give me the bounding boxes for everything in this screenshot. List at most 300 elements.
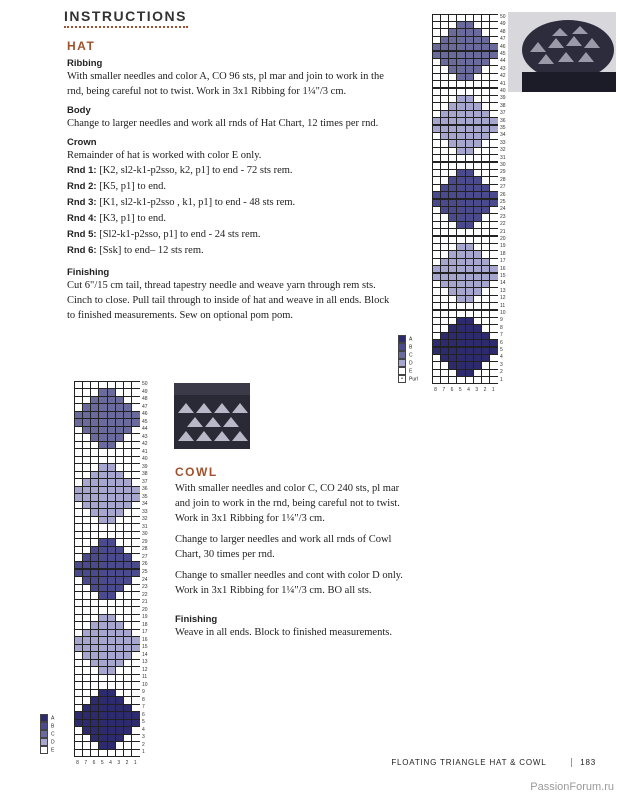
chart-cell [457, 29, 464, 35]
chart-cell [449, 111, 456, 117]
chart-cell [474, 214, 481, 220]
chart-cell [116, 667, 123, 674]
chart-cell [466, 103, 473, 109]
chart-col-number: 3 [475, 387, 479, 393]
chart-cell [132, 570, 139, 577]
chart-cell [132, 645, 139, 652]
chart-cell [99, 532, 106, 539]
chart-cell [99, 412, 106, 419]
chart-cell [99, 457, 106, 464]
chart-cell [474, 192, 481, 198]
chart-cell [75, 449, 82, 456]
chart-cell [99, 562, 106, 569]
chart-cell [449, 311, 456, 317]
chart-cell [441, 259, 448, 265]
chart-cell [466, 355, 473, 361]
chart-cell [490, 66, 497, 72]
chart-cell [124, 727, 131, 734]
chart-cell [490, 355, 497, 361]
chart-cell [490, 22, 497, 28]
chart-cell [91, 727, 98, 734]
chart-row-number: 28 [142, 546, 148, 553]
chart-cell [124, 517, 131, 524]
chart-cell [457, 229, 464, 235]
chart-cell [490, 74, 497, 80]
chart-cell [99, 697, 106, 704]
chart-cell [490, 59, 497, 65]
chart-cell [490, 148, 497, 154]
chart-cell [441, 251, 448, 257]
chart-cell [75, 570, 82, 577]
chart-cell [132, 464, 139, 471]
chart-cell [466, 237, 473, 243]
chart-cell [474, 281, 481, 287]
chart-cell [75, 622, 82, 629]
chart-cell [99, 675, 106, 682]
legend-swatch [398, 367, 406, 375]
chart-cell [466, 362, 473, 368]
chart-row-number: 24 [500, 206, 506, 213]
chart-cell [108, 667, 115, 674]
chart-cell [441, 355, 448, 361]
chart-cell [433, 170, 440, 176]
chart-cell [474, 111, 481, 117]
chart-cell [91, 427, 98, 434]
chart-cell [83, 442, 90, 449]
legend-item [398, 351, 413, 359]
crown-rounds [67, 163, 397, 259]
chart-cell [124, 682, 131, 689]
chart-cell [441, 170, 448, 176]
chart-cell [124, 615, 131, 622]
chart-cell [474, 44, 481, 50]
chart-cell [116, 697, 123, 704]
chart-cell [108, 532, 115, 539]
chart-cell [449, 274, 456, 280]
chart-cell [482, 111, 489, 117]
chart-cell [466, 52, 473, 58]
chart-cell [482, 29, 489, 35]
cowl-step-3: Change to smaller needles and cont with color D only. Work in 3x1 Ribbing for 1¼"/3 cm. BO all sts. [175, 570, 403, 596]
watermark: PassionForum.ru [530, 781, 614, 793]
chart-cell [474, 251, 481, 257]
chart-cell [466, 370, 473, 376]
chart-cell [83, 389, 90, 396]
chart-cell [91, 592, 98, 599]
chart-cell [441, 74, 448, 80]
chart-cell [449, 192, 456, 198]
chart-cell [108, 547, 115, 554]
chart-cell [457, 103, 464, 109]
chart-cell [91, 389, 98, 396]
chart-cell [116, 712, 123, 719]
chart-row-number: 30 [500, 162, 506, 168]
chart-cell [83, 637, 90, 644]
chart-cell [433, 377, 440, 383]
chart-row-number: 41 [500, 80, 506, 87]
chart-cell [75, 554, 82, 561]
chart-row-number: 26 [500, 191, 506, 198]
chart-cell [124, 397, 131, 404]
legend-item [398, 335, 412, 343]
chart-row-number: 6 [142, 711, 145, 718]
chart-cell [457, 133, 464, 139]
chart-cell [433, 303, 440, 309]
chart-cell [482, 163, 489, 169]
chart-cell [132, 667, 139, 674]
legend-swatch [40, 730, 48, 738]
chart-row-number: 1 [500, 376, 503, 383]
chart-cell [132, 427, 139, 434]
chart-cell [116, 645, 123, 652]
chart-cell [449, 340, 456, 346]
chart-cell [490, 29, 497, 35]
chart-cell [132, 675, 139, 682]
chart-cell [482, 362, 489, 368]
chart-cell [466, 288, 473, 294]
chart-cell [124, 585, 131, 592]
chart-cell [75, 502, 82, 509]
chart-cell [457, 118, 464, 124]
chart-cell [441, 281, 448, 287]
chart-cell [83, 427, 90, 434]
chart-cell [482, 333, 489, 339]
chart-cell [482, 259, 489, 265]
chart-cell [441, 192, 448, 198]
chart-cell [457, 222, 464, 228]
chart-cell [91, 615, 98, 622]
chart-cell [124, 547, 131, 554]
chart-cell [124, 494, 131, 501]
chart-cell [457, 89, 464, 95]
chart-cell [466, 192, 473, 198]
chart-cell [83, 464, 90, 471]
chart-cell [99, 705, 106, 712]
chart-cell [132, 397, 139, 404]
chart-cell [482, 266, 489, 272]
chart-cell [466, 318, 473, 324]
chart-cell [457, 370, 464, 376]
chart-cell [457, 81, 464, 87]
chart-cell [75, 547, 82, 554]
chart-cell [116, 750, 123, 757]
chart-cell [433, 81, 440, 87]
chart-cell [433, 362, 440, 368]
chart-cell [441, 325, 448, 331]
chart-cell [108, 712, 115, 719]
chart-cell [83, 562, 90, 569]
chart-cell [116, 464, 123, 471]
chart-cell [441, 229, 448, 235]
chart-cell [466, 66, 473, 72]
chart-cell [457, 318, 464, 324]
chart-cell [457, 311, 464, 317]
finishing-heading: Finishing [67, 267, 110, 278]
chart-cell [441, 89, 448, 95]
chart-cell [457, 111, 464, 117]
chart-row-number: 20 [500, 236, 506, 242]
chart-cell [116, 682, 123, 689]
chart-cell [132, 727, 139, 734]
chart-cell [108, 494, 115, 501]
legend-label: A [51, 715, 55, 722]
chart-cell [108, 389, 115, 396]
chart-cell [457, 259, 464, 265]
chart-cell [108, 682, 115, 689]
chart-cell [433, 37, 440, 43]
chart-cell [449, 288, 456, 294]
chart-cell [75, 479, 82, 486]
chart-cell [99, 622, 106, 629]
chart-row-number: 16 [142, 636, 148, 643]
chart-cell [124, 630, 131, 637]
chart-cell [99, 682, 106, 689]
chart-cell [83, 600, 90, 607]
chart-row-number: 39 [142, 463, 148, 470]
chart-cell [474, 340, 481, 346]
chart-cell [466, 325, 473, 331]
cowl-chart [74, 381, 140, 757]
chart-cell [75, 494, 82, 501]
chart-cell [482, 325, 489, 331]
chart-cell [108, 637, 115, 644]
chart-row-number: 27 [500, 184, 506, 191]
chart-col-number: 3 [117, 760, 121, 766]
chart-cell [466, 348, 473, 354]
chart-cell [482, 281, 489, 287]
cowl-step-2: Change to larger needles and work all rnds of Cowl Chart, 30 times per rnd. [175, 534, 392, 560]
chart-row-number: 25 [142, 569, 148, 575]
chart-cell [433, 296, 440, 302]
chart-row-number: 19 [500, 243, 506, 250]
chart-cell [449, 348, 456, 354]
chart-cell [116, 607, 123, 614]
chart-cell [474, 333, 481, 339]
chart-cell [449, 237, 456, 243]
chart-cell [124, 524, 131, 531]
chart-cell [99, 645, 106, 652]
chart-cell [116, 442, 123, 449]
chart-cell [457, 59, 464, 65]
chart-cell [132, 637, 139, 644]
chart-cell [99, 720, 106, 727]
chart-cell [482, 96, 489, 102]
chart-cell [75, 645, 82, 652]
chart-cell [124, 675, 131, 682]
body-heading: Body [67, 105, 91, 116]
chart-cell [441, 311, 448, 317]
chart-row-number: 50 [142, 381, 148, 387]
chart-cell [441, 155, 448, 161]
chart-cell [441, 163, 448, 169]
chart-cell [433, 52, 440, 58]
chart-cell [108, 502, 115, 509]
chart-cell [132, 720, 139, 727]
chart-cell [83, 419, 90, 426]
crown-heading: Crown [67, 137, 97, 148]
chart-cell [433, 288, 440, 294]
chart-cell [124, 720, 131, 727]
chart-cell [108, 570, 115, 577]
chart-cell [108, 727, 115, 734]
chart-cell [132, 404, 139, 411]
chart-cell [91, 502, 98, 509]
chart-row-number: 16 [500, 265, 506, 272]
chart-cell [116, 427, 123, 434]
chart-cell [75, 652, 82, 659]
chart-row-number: 2 [500, 369, 503, 376]
chart-cell [91, 457, 98, 464]
chart-row-number: 5 [142, 719, 145, 726]
chart-cell [433, 214, 440, 220]
chart-cell [83, 690, 90, 697]
chart-cell [99, 750, 106, 757]
chart-cell [449, 59, 456, 65]
chart-cell [124, 382, 131, 389]
chart-cell [433, 89, 440, 95]
chart-cell [99, 630, 106, 637]
chart-cell [457, 362, 464, 368]
chart-cell [433, 133, 440, 139]
chart-cell [441, 140, 448, 146]
chart-row-number: 42 [500, 73, 506, 80]
chart-row-number: 43 [142, 433, 148, 440]
chart-cell [75, 442, 82, 449]
chart-cell [482, 140, 489, 146]
chart-cell [474, 244, 481, 250]
chart-cell [83, 570, 90, 577]
chart-cell [132, 697, 139, 704]
chart-cell [75, 434, 82, 441]
chart-cell [108, 449, 115, 456]
chart-cell [99, 502, 106, 509]
chart-row-number: 50 [500, 14, 506, 20]
chart-cell [441, 111, 448, 117]
chart-cell [91, 404, 98, 411]
chart-row-number: 42 [142, 441, 148, 448]
chart-cell [457, 266, 464, 272]
chart-cell [482, 89, 489, 95]
chart-cell [433, 192, 440, 198]
chart-cell [482, 170, 489, 176]
chart-cell [490, 15, 497, 21]
chart-cell [449, 296, 456, 302]
chart-cell [490, 185, 497, 191]
chart-row-number: 1 [142, 749, 145, 756]
chart-row-number: 40 [500, 88, 506, 94]
chart-cell [457, 74, 464, 80]
chart-cell [474, 222, 481, 228]
chart-cell [466, 29, 473, 35]
chart-cell [441, 303, 448, 309]
chart-cell [132, 615, 139, 622]
chart-cell [482, 318, 489, 324]
chart-cell [474, 185, 481, 191]
chart-cell [83, 585, 90, 592]
chart-cell [83, 517, 90, 524]
chart-cell [482, 244, 489, 250]
chart-cell [441, 22, 448, 28]
chart-cell [474, 163, 481, 169]
chart-cell [132, 517, 139, 524]
chart-cell [132, 494, 139, 501]
chart-cell [91, 675, 98, 682]
chart-cell [116, 577, 123, 584]
chart-cell [474, 37, 481, 43]
page-title: INSTRUCTIONS [64, 8, 187, 24]
chart-cell [75, 457, 82, 464]
chart-cell [433, 140, 440, 146]
chart-cell [75, 637, 82, 644]
chart-cell [482, 52, 489, 58]
chart-cell [466, 22, 473, 28]
legend-label: D [409, 360, 413, 367]
chart-cell [116, 434, 123, 441]
chart-cell [466, 140, 473, 146]
chart-row-number: 12 [500, 295, 506, 302]
chart-row-number: 38 [500, 102, 506, 109]
legend-item [40, 746, 54, 754]
chart-row-number: 32 [500, 147, 506, 154]
crown-intro: Remainder of hat is worked with color E only. [67, 150, 262, 161]
chart-cell [132, 630, 139, 637]
chart-cell [91, 487, 98, 494]
chart-cell [99, 382, 106, 389]
chart-cell [124, 645, 131, 652]
chart-cell [441, 266, 448, 272]
chart-cell [116, 502, 123, 509]
chart-cell [449, 362, 456, 368]
chart-cell [99, 449, 106, 456]
chart-cell [91, 562, 98, 569]
chart-cell [116, 570, 123, 577]
legend-swatch [398, 351, 406, 359]
chart-row-number: 38 [142, 471, 148, 478]
chart-row-number: 14 [142, 651, 148, 658]
chart-cell [132, 449, 139, 456]
chart-row-number: 23 [142, 584, 148, 591]
chart-cell [441, 348, 448, 354]
chart-row-number: 23 [500, 213, 506, 220]
chart-cell [457, 66, 464, 72]
chart-cell [490, 266, 497, 272]
body-text: Change to larger needles and work all rnds of Hat Chart, 12 times per rnd. [67, 118, 379, 129]
legend-label: B [409, 344, 413, 351]
chart-cell [449, 103, 456, 109]
chart-cell [75, 472, 82, 479]
chart-cell [124, 600, 131, 607]
chart-cell [466, 177, 473, 183]
chart-cell [75, 750, 82, 757]
chart-cell [132, 457, 139, 464]
chart-row-number: 48 [500, 28, 506, 35]
chart-cell [474, 81, 481, 87]
chart-cell [83, 720, 90, 727]
chart-cell [99, 660, 106, 667]
hat-heading: HAT [67, 39, 96, 53]
chart-cell [75, 404, 82, 411]
chart-cell [441, 148, 448, 154]
chart-cell [91, 494, 98, 501]
chart-cell [91, 607, 98, 614]
chart-cell [132, 705, 139, 712]
chart-cell [116, 539, 123, 546]
chart-col-number: 2 [483, 387, 487, 393]
chart-cell [108, 735, 115, 742]
chart-row-number: 36 [500, 117, 506, 124]
legend-label: E [51, 747, 55, 754]
chart-cell [482, 296, 489, 302]
